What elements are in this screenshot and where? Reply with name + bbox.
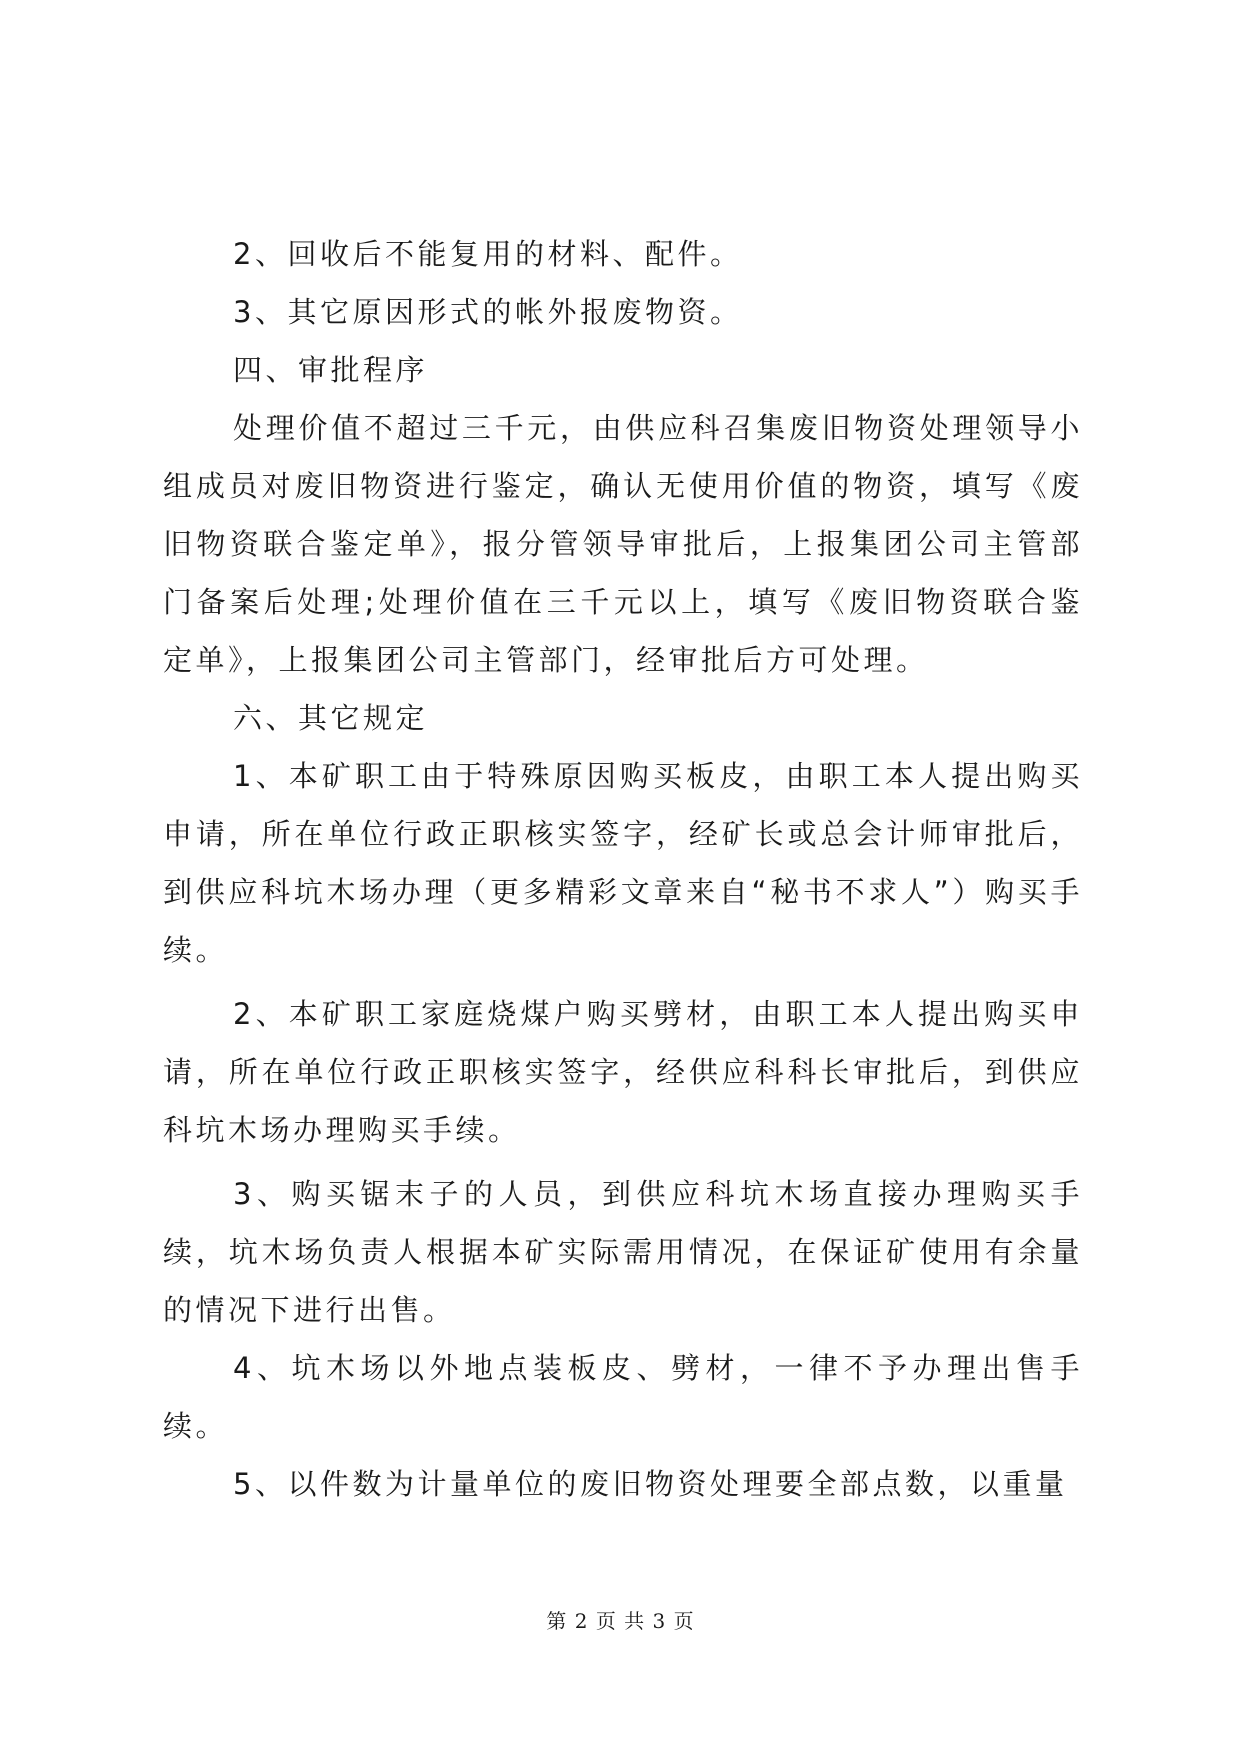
- paragraph-approval-procedure: 处理价值不超过三千元，由供应科召集废旧物资处理领导小组成员对废旧物资进行鉴定，确认无使用价值的物资，填写《废旧物资联合鉴定单》，报分管领导审批后，上报集团公司主管部门备案后处理;处理价值在三千元以上，填写《废旧物资联合鉴定单》，上报集团公司主管部门，经审批后方可处理。: [163, 411, 1083, 677]
- paragraph-rule-3: 3、购买锯末子的人员，到供应科坑木场直接办理购买手续，坑木场负责人根据本矿实际需用情况，在保证矿使用有余量的情况下进行出售。: [163, 1177, 1083, 1327]
- paragraph-rule-5: 5、以件数为计量单位的废旧物资处理要全部点数，以重量: [233, 1467, 1068, 1501]
- paragraph-item-2: 2、回收后不能复用的材料、配件。: [233, 237, 743, 271]
- document-body: [163, 225, 1083, 1513]
- paragraph-rule-2: 2、本矿职工家庭烧煤户购买劈材，由职工本人提出购买申请，所在单位行政正职核实签字，经供应科科长审批后，到供应科坑木场办理购买手续。: [163, 997, 1083, 1147]
- page-number-footer: 第 2 页 共 3 页: [546, 1609, 695, 1633]
- paragraph-rule-4: 4、坑木场以外地点装板皮、劈材，一律不予办理出售手续。: [163, 1351, 1083, 1443]
- section-heading-other-rules: 六、其它规定: [233, 701, 429, 735]
- section-heading-approval: 四、审批程序: [233, 353, 429, 387]
- paragraph-item-3: 3、其它原因形式的帐外报废物资。: [233, 295, 743, 329]
- paragraph-rule-1: 1、本矿职工由于特殊原因购买板皮，由职工本人提出购买申请，所在单位行政正职核实签字，经矿长或总会计师审批后，到供应科坑木场办理（更多精彩文章来自“秘书不求人”）购买手续。: [163, 759, 1083, 967]
